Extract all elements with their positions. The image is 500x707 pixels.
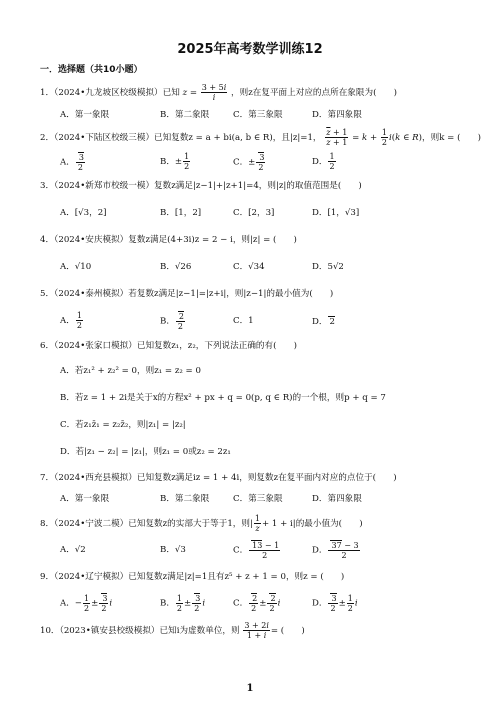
section-heading: 一．选择题（共10小题）	[40, 65, 143, 75]
q9-option-c: C． $\frac{2}{2}$ ± $\frac{2}{2}$ i	[233, 594, 281, 613]
q9-option-b: B． $\frac{1}{2}$ ± $\frac{3}{2}$ i	[160, 593, 206, 613]
q7-option-a: A．第一象限	[60, 494, 110, 504]
q1-option-d: D．第四象限	[312, 110, 362, 120]
question-6: 6．（2024•张家口模拟）已知复数z₁，z₂，下列说法正确的有( )	[40, 341, 298, 351]
question-7: 7．（2024•西充县模拟）已知复数z满足iz = 1 + 4i，则复数z在复平面内对应的点位于( )	[40, 473, 397, 483]
q5-option-a: A． $\frac{1}{2}$	[60, 311, 82, 330]
page-number: 1	[246, 683, 254, 694]
q1-option-b: B．第二象限	[160, 110, 210, 120]
q8-option-a: A．√2	[60, 545, 86, 555]
question-5: 5．（2024•泰州模拟）若复数z满足|z−1|=|z+i|，则|z−1|的最小值为( )	[40, 289, 334, 299]
q1-option-a: A．第一象限	[60, 110, 110, 120]
q1-option-c: C．第三象限	[233, 110, 283, 120]
q6-option-c: C．若z₁z̄₁ = z₂z̄₂，则|z₁| = |z₂|	[60, 420, 186, 430]
q2-option-c: C．± $\frac{3}{2}$	[233, 153, 265, 172]
page-title: 2025年高考数学训练12	[177, 42, 323, 57]
q9-option-a: A．− $\frac{1}{2}$ ± $\frac{3}{2}$ i	[60, 593, 113, 613]
q7-option-b: B．第二象限	[160, 494, 210, 504]
q8-option-c: C． $\frac{13 - 1}{2}$	[233, 541, 280, 560]
question-10: 10．（2023•镇安县校级模拟）已知i为虚数单位，则 $\frac{3 + 2i}{1 + i}$ = ( )	[40, 621, 305, 640]
question-1: 1．（2024•九龙坡区校级模拟）已知 z = $\frac{3 + 5i}{i}$ ，则z在复平面上对应的点所在象限为( )	[40, 83, 397, 102]
q8-option-d: D． $\frac{37 - 3}{2}$	[312, 541, 359, 560]
q4-option-c: C．√34	[233, 262, 265, 272]
q7-option-c: C．第三象限	[233, 494, 283, 504]
q5-option-d: D． 2	[312, 317, 335, 327]
q6-option-b: B．若z = 1 + 2i是关于x的方程x² + px + q = 0(p, q ∈ R)的一个根，则p + q = 7	[60, 393, 386, 403]
q3-option-a: A．[√3，2]	[60, 208, 107, 218]
q6-option-d: D．若|z₁ − z₂| = |z₁|，则z₁ = 0或z₂ = 2z₁	[60, 447, 231, 457]
q3-option-c: C．[2，3]	[233, 208, 275, 218]
q5-option-c: C．1	[233, 316, 254, 326]
q2-option-b: B．± $\frac{1}{2}$	[160, 152, 190, 171]
q4-option-d: D．5√2	[312, 262, 344, 272]
question-8: 8．（2024•宁波二模）已知复数z的实部大于等于1，则| $\frac{1}{z}$ + 1 + i|的最小值为( )	[40, 514, 363, 533]
q3-option-b: B．[1，2]	[160, 208, 202, 218]
q6-option-a: A．若z₁² + z₂² = 0，则z₁ = z₂ = 0	[60, 366, 201, 376]
question-9: 9．（2024•辽宁模拟）已知复数z满足|z|=1且有z⁵ + z + 1 = 0，则z = ( )	[40, 572, 345, 582]
q8-option-b: B．√3	[160, 545, 186, 555]
q9-option-d: D． $\frac{3}{2}$ ± $\frac{1}{2}$ i	[312, 593, 358, 613]
question-2: 2．（2024•下陆区校级三模）已知复数z = a + bi(a, b ∈ R)，且|z|=1， $\frac{\overline{z} + 1}{z + 1}$ = k + $\frac{1}{2}$ i(k ∈ R)，则k = ( )	[40, 128, 481, 147]
question-4: 4．（2024•安庆模拟）复数z满足(4+3i)z = 2 − i，则|z| = ( )	[40, 235, 297, 245]
question-3: 3．（2024•新郑市校级一模）复数z满足|z−1|+|z+1|=4，则|z|的取值范围是( )	[40, 181, 362, 191]
q3-option-d: D．[1，√3]	[312, 208, 360, 218]
q2-option-d: D． $\frac{1}{2}$	[312, 152, 335, 171]
q7-option-d: D．第四象限	[312, 494, 362, 504]
q2-option-a: A． $\frac{3}{2}$	[60, 153, 84, 172]
q5-option-b: B． $\frac{2}{2}$	[160, 312, 185, 331]
q4-option-b: B．√26	[160, 262, 192, 272]
q4-option-a: A．√10	[60, 262, 92, 272]
